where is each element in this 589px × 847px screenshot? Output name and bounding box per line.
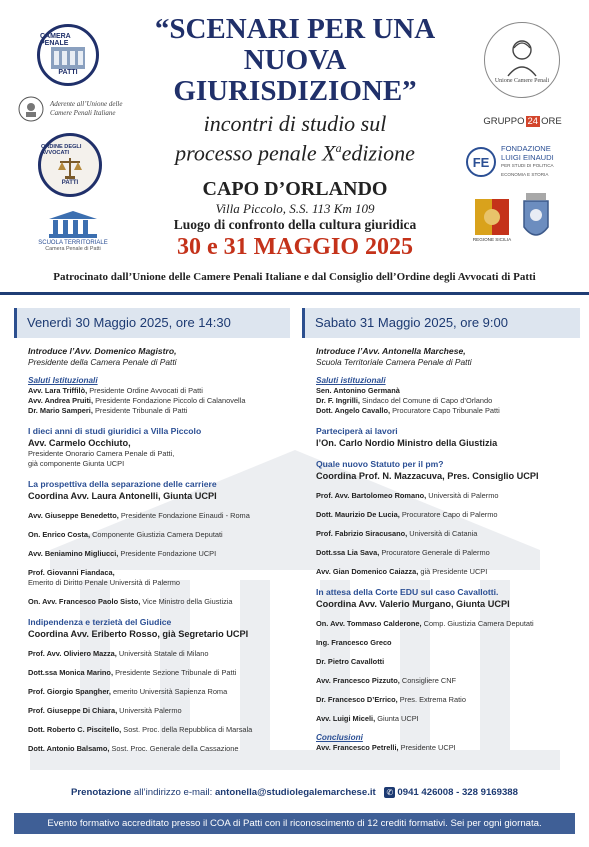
friday-section1-lead: Avv. Carmelo Occhiuto, [28,438,131,448]
event-venue: Villa Piccolo, S.S. 113 Km 109 [215,201,375,216]
booking-email-link[interactable]: antonella@studiolegalemarchese.it [214,787,376,798]
list-item: Prof. Giovanni Fiandaca, [28,568,115,577]
event-subtitle [130,112,460,165]
title-line2: NUOVA [243,44,347,76]
list-item: Avv. Francesco Petrelli, Presidente UCPI [316,743,456,752]
portrait-icon [502,36,542,78]
event-title [130,14,460,107]
header-divider [0,292,589,295]
friday-header: Venerdì 30 Maggio 2025, ore 14:30 [14,308,290,338]
list-item: On. Avv. Francesco Paolo Sisto, Vice Ministro della Giustizia [28,597,233,606]
ucpi-seal-logo [484,22,560,98]
list-item: Dott.ssa Monica Marino, Presidente Sezione Tribunale di Patti [28,668,237,677]
list-item: On. Enrico Costa, Componente Giustizia Camera Deputati [28,530,223,539]
list-item: Dott. Maurizio De Lucia, Procuratore Capo di Palermo [316,510,498,519]
saturday-program [302,308,580,753]
friday-section1-title: I dieci anni di studi giuridici a Villa Piccolo [28,426,202,436]
friday-section2-lead: Coordina Avv. Laura Antonelli, Giunta UCPI [28,491,217,501]
friday-intro-role: Presidente della Camera Penale di Patti [28,357,177,367]
scuola-territoriale-logo [33,207,113,255]
list-item: Dr. Francesco D’Errico, Pres. Extrema Ratio [316,695,466,704]
saturday-section2-title: In attesa della Corte EDU sul caso Cavallotti. [316,587,499,597]
list-item: Avv. Giuseppe Benedetto, Presidente Fondazione Einaudi - Roma [28,511,250,520]
saturday-saluti-title: Saluti istituzionali [316,376,386,385]
saturday-section1-lead: Coordina Prof. N. Mazzacuva, Pres. Consiglio UCPI [316,471,539,481]
fondazione-einaudi-logo: FE FONDAZIONE LUIGI EINAUDI PER STUDI DI POLITICA ECONOMIA E STORIA [466,141,576,183]
booking-text: all’indirizzo e-mail: [131,787,215,798]
saturday-section2-lead: Coordina Avv. Valerio Murgano, Giunta UCPI [316,599,510,609]
regione-sicilia-logo [470,195,514,245]
saturday-conclusioni-title: Conclusioni [316,733,363,742]
list-item: Dott. Angelo Cavallo, Procuratore Capo Tribunale Patti [316,406,500,415]
list-item: Prof. Fabrizio Siracusano, Università di Catania [316,529,478,538]
list-item: Prof. Giorgio Spangher, emerito Università Sapienza Roma [28,687,228,696]
friday-saluti-title: Saluti Istituzionali [28,376,98,385]
list-item: Avv. Andrea Pruiti, Presidente Fondazione Piccolo di Calanovella [28,396,246,405]
list-item: Dr. Mario Samperi, Presidente Tribunale di Patti [28,406,188,415]
list-item: Dr. Pietro Cavallotti [316,657,385,666]
temple-icon [47,210,99,238]
list-item: Dott.ssa Lia Sava, Procuratore Generale di Palermo [316,548,490,557]
saturday-lavori-title: Parteciperà ai lavori [316,426,398,436]
friday-section2-title: La prospettiva della separazione delle carriere [28,479,217,489]
ordine-logo-top: ORDINE DEGLI AVVOCATI [41,144,82,156]
phone-icon: ✆ [384,787,395,798]
list-item: Sen. Antonino Germanà [316,386,400,395]
camera-penale-logo [37,24,99,86]
regione-label: REGIONE SICILIA [472,236,512,242]
list-item: Prof. Giuseppe Di Chiara, Università Palermo [28,706,182,715]
list-item: Avv. Francesco Pizzuto, Consigliere CNF [316,676,457,685]
venue-tagline: Luogo di confronto della cultura giuridica [173,217,417,232]
aderente-line2: Camere Penali Italiane [50,109,116,117]
ordine-avvocati-logo [38,133,102,197]
aderente-line1: Aderente all’Unione delle [50,100,123,108]
saturday-intro: Introduce l’Avv. Antonella Marchese, [316,346,466,356]
list-item: Prof. Avv. Bartolomeo Romano, Università di Palermo [316,491,499,500]
scuola-line2: Camera Penale di Patti [45,246,101,252]
list-item: Avv. Lara Triffilò, Presidente Ordine Avvocati di Patti [28,386,203,395]
saturday-lavori-lead: l’On. Carlo Nordio Ministro della Giustizia [316,438,498,448]
list-item: Dott. Antonio Balsamo, Sost. Proc. Generale della Cassazione [28,744,239,753]
gruppo-24-ore-logo: GRUPPO 24 ORE [483,115,562,127]
crest-icon [518,193,554,245]
ucpi-seal-text: Unione Camere Penali [494,78,550,84]
fe-mark-icon: FE [466,147,496,177]
friday-section3-lead: Coordina Avv. Eriberto Rosso, già Segretario UCPI [28,629,249,639]
building-icon [51,47,85,69]
patronage-line: Patrocinato dall’Unione delle Camere Penali Italiane e dal Consiglio dell’Ordine degli Avvocati di Patti [53,271,536,283]
saturday-section1-title: Quale nuovo Statuto per il pm? [316,459,444,469]
scuola-line1: SCUOLA TERRITORIALE [38,240,108,246]
friday-section3-title: Indipendenza e terzietà del Giudice [28,617,172,627]
list-item: Avv. Gian Domenico Caiazza, già Presidente UCPI [316,567,488,576]
capo-dorlando-crest [516,190,556,248]
list-item: Presidente Onorario Camera Penale di Patti, [28,449,175,458]
credits-bar: Evento formativo accreditato presso il COA di Patti con il riconoscimento di 12 crediti formativi. Sei per ogni giornata. [14,813,575,834]
saturday-header: Sabato 31 Maggio 2025, ore 9:00 [302,308,580,338]
subtitle-line2: processo penale $X^aedizione$ [175,140,415,166]
booking-label: Prenotazione [71,787,132,798]
friday-program [14,308,290,754]
camera-penale-logo-bottom: PATTI [58,68,78,76]
list-item: Ing. Francesco Greco [316,638,392,647]
booking-phone: 0941 426008 - 328 9169388 [397,787,518,798]
event-place: CAPO D’ORLANDO [202,178,388,200]
scales-icon [57,156,83,180]
list-item: Avv. Luigi Miceli, Giunta UCPI [316,714,419,723]
friday-intro: Introduce l’Avv. Domenico Magistro, [28,346,177,356]
event-dates: 30 e 31 MAGGIO 2025 [177,234,413,260]
ordine-logo-bottom: PATTI [61,180,79,186]
ucpi-seal-icon [18,96,44,122]
list-item: Dr. F. Ingrilli, Sindaco del Comune di Capo d’Orlando [316,396,493,405]
list-item: Avv. Beniamino Migliucci, Presidente Fondazione UCPI [28,549,217,558]
title-line3: GIURISDIZIONE” [173,75,417,107]
camera-penale-logo-top: CAMERA PENALE [40,32,71,47]
trinacria-icon [475,199,509,235]
list-item: Dott. Roberto C. Piscitello, Sost. Proc. della Repubblica di Marsala [28,725,253,734]
list-item: Emerito di Diritto Penale Università di Palermo [28,578,180,587]
list-item: On. Avv. Tommaso Calderone, Comp. Giustizia Camera Deputati [316,619,534,628]
list-item: già componente Giunta UCPI [28,459,125,468]
title-line1: “SCENARI PER UNA [154,13,436,45]
booking-info [0,787,589,798]
list-item: Prof. Avv. Oliviero Mazza, Università Statale di Milano [28,649,209,658]
subtitle-line1: incontri di studio sul [203,111,387,136]
saturday-intro-role: Scuola Territoriale Camera Penale di Patti [316,357,472,367]
